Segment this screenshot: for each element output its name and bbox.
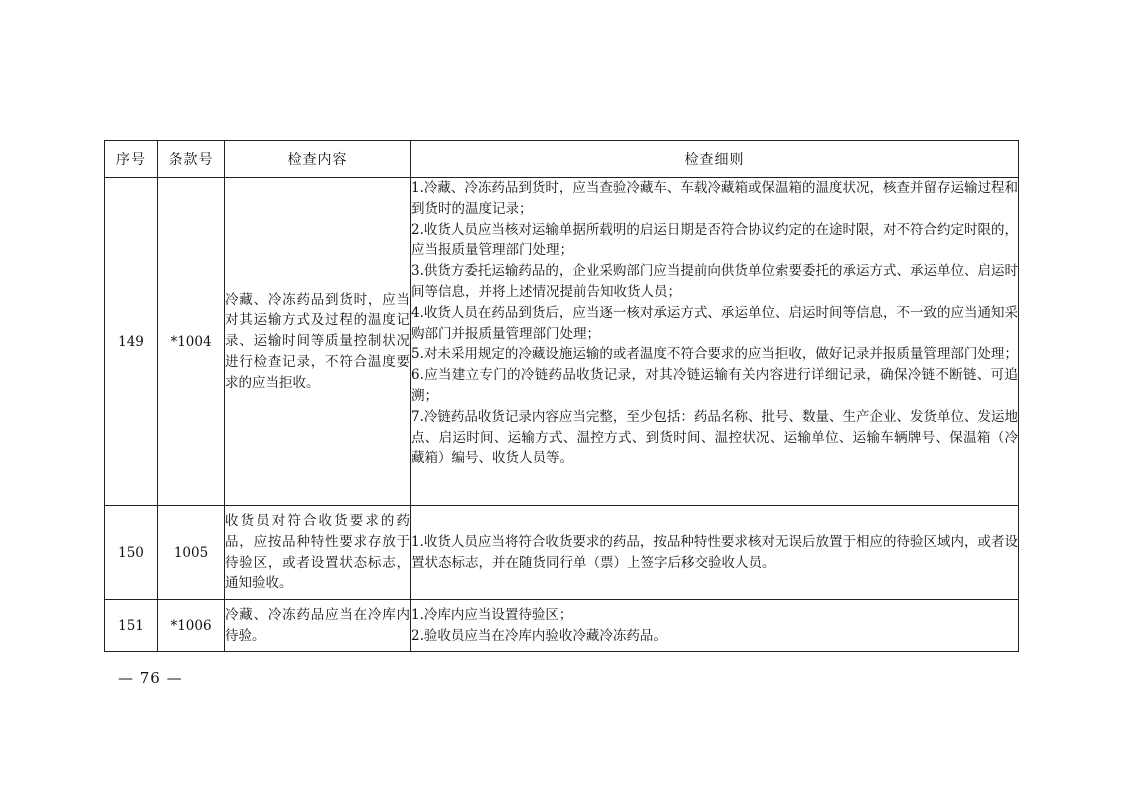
row-details [411, 506, 1019, 600]
detail-item: 3.供货方委托运输药品的，企业采购部门应当提前向供货单位索要委托的承运方式、承运单位、启运时间等信息，并将上述情况提前告知收货人员； [411, 263, 1018, 300]
table-row [105, 600, 1019, 652]
detail-item: 2.收货人员应当核对运输单据所载明的启运日期是否符合协议约定的在途时限，对不符合约定时限的，应当报质量管理部门处理； [411, 221, 1018, 259]
row-content: 冷藏、冷冻药品到货时，应当对其运输方式及过程的温度记录、运输时间等质量控制状况进行检查记录，不符合温度要求的应当拒收。 [225, 178, 411, 506]
detail-item: 2.验收员应当在冷库内验收冷藏冷冻药品。 [411, 627, 667, 644]
table-header-row [105, 141, 1019, 178]
row-no: 151 [105, 600, 158, 652]
row-clause: *1004 [158, 178, 225, 506]
row-clause: 1005 [158, 506, 225, 600]
header-clause: 条款号 [158, 141, 225, 178]
detail-item: 7.冷链药品收货记录内容应当完整，至少包括：药品名称、批号、数量、生产企业、发货单位、发运地点、启运时间、运输方式、温控方式、到货时间、温控状况、运输单位、运输车辆牌号、保温箱（冷藏箱）编号、收货人员等。 [411, 408, 1018, 467]
header-no: 序号 [105, 141, 158, 178]
row-no: 150 [105, 506, 158, 600]
page-number: — 76 — [118, 669, 183, 687]
row-clause: *1006 [158, 600, 225, 652]
row-details [411, 600, 1019, 652]
row-no: 149 [105, 178, 158, 506]
inspection-table [104, 140, 1019, 652]
header-content: 检查内容 [225, 141, 411, 178]
detail-item: 1.冷藏、冷冻药品到货时，应当查验冷藏车、车载冷藏箱或保温箱的温度状况，核查并留存运输过程和到货时的温度记录； [411, 180, 1018, 217]
table-row [105, 178, 1019, 506]
detail-item: 5.对未采用规定的冷藏设施运输的或者温度不符合要求的应当拒收，做好记录并报质量管理部门处理； [411, 346, 1018, 363]
detail-item: 1.收货人员应当将符合收货要求的药品，按品种特性要求核对无误后放置于相应的待验区域内，或者设置状态标志，并在随货同行单（票）上签字后移交验收人员。 [411, 533, 1018, 571]
detail-item: 6.应当建立专门的冷链药品收货记录，对其冷链运输有关内容进行详细记录，确保冷链不断链、可追溯； [411, 367, 1018, 404]
row-content: 冷藏、冷冻药品应当在冷库内待验。 [225, 600, 411, 652]
detail-item: 1.冷库内应当设置待验区； [411, 606, 573, 623]
detail-item: 4.收货人员在药品到货后，应当逐一核对承运方式、承运单位、启运时间等信息，不一致的应当通知采购部门并报质量管理部门处理； [411, 304, 1018, 342]
header-details: 检查细则 [411, 141, 1019, 178]
table-row [105, 506, 1019, 600]
row-content: 收货员对符合收货要求的药品，应按品种特性要求存放于待验区，或者设置状态标志，通知验收。 [225, 506, 411, 600]
row-details [411, 178, 1019, 506]
